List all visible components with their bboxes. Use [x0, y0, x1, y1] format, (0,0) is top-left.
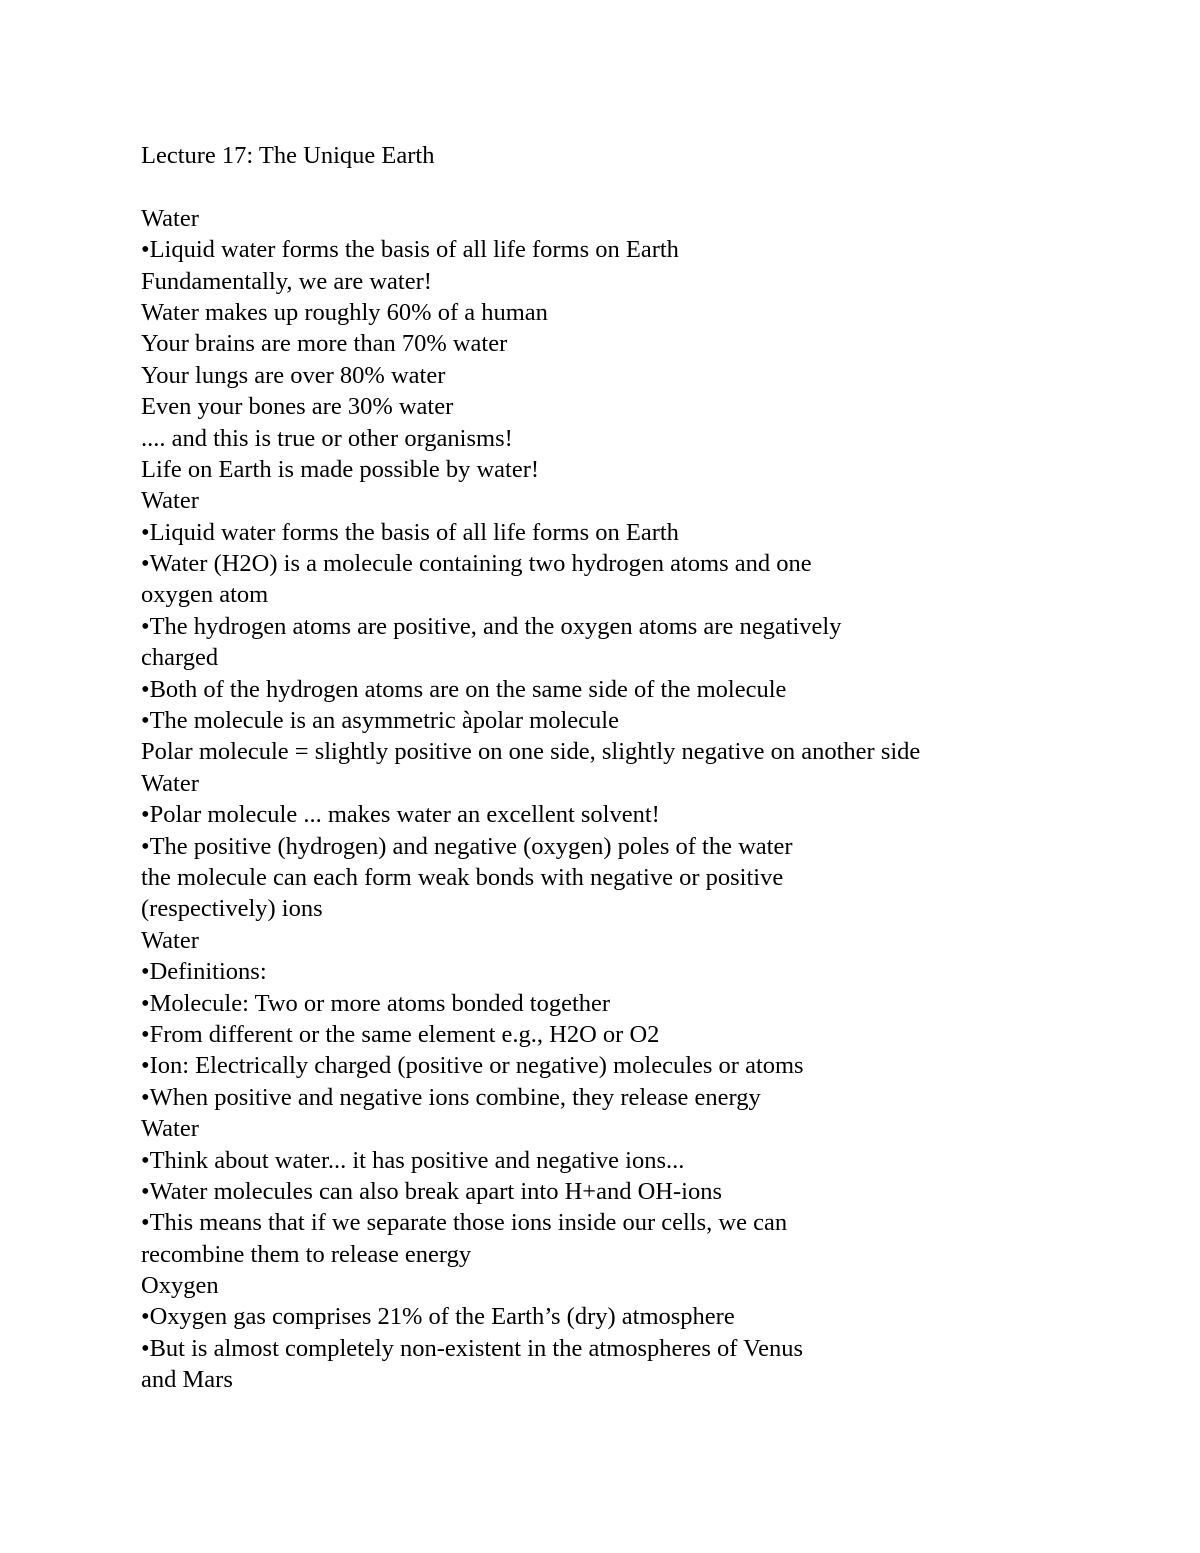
text-line: •The hydrogen atoms are positive, and the oxygen atoms are negatively: [141, 612, 842, 640]
text-line: •Think about water... it has positive and negative ions...: [141, 1146, 685, 1174]
blank-line: [141, 171, 1181, 202]
text-line: the molecule can each form weak bonds with negative or positive: [141, 863, 784, 891]
text-line: Water: [141, 926, 199, 954]
text-line: and Mars: [141, 1366, 233, 1394]
text-line: •But is almost completely non-existent in the atmospheres of Venus: [141, 1334, 804, 1362]
text-line: Water: [141, 487, 199, 515]
text-line: •Molecule: Two or more atoms bonded together: [141, 989, 611, 1017]
text-line: •From different or the same element e.g., H2O or O2: [141, 1020, 660, 1048]
text-line: •The molecule is an asymmetric àpolar molecule: [141, 707, 619, 735]
text-line: •Water molecules can also break apart into H+and OH-ions: [141, 1177, 723, 1205]
text-line: oxygen atom: [141, 581, 269, 609]
document-title: Lecture 17: The Unique Earth: [141, 142, 435, 169]
text-line: Life on Earth is made possible by water!: [141, 455, 540, 483]
text-line: Even your bones are 30% water: [141, 393, 454, 421]
text-line: •When positive and negative ions combine, they release energy: [141, 1083, 761, 1111]
text-line: •Polar molecule ... makes water an excellent solvent!: [141, 801, 660, 829]
text-line: •This means that if we separate those ions inside our cells, we can: [141, 1209, 788, 1237]
text-line: Your brains are more than 70% water: [141, 330, 508, 358]
text-line: recombine them to release energy: [141, 1240, 472, 1268]
text-line: Water: [141, 769, 199, 797]
text-line: Water makes up roughly 60% of a human: [141, 298, 548, 326]
text-line: Your lungs are over 80% water: [141, 361, 446, 389]
text-line: Oxygen: [141, 1272, 219, 1300]
text-line: •Oxygen gas comprises 21% of the Earth’s (dry) atmosphere: [141, 1303, 735, 1331]
text-line: •Liquid water forms the basis of all life forms on Earth: [141, 236, 679, 264]
text-line: •Definitions:: [141, 958, 267, 986]
text-line: (respectively) ions: [141, 895, 323, 923]
text-line: •Ion: Electrically charged (positive or negative) molecules or atoms: [141, 1052, 804, 1080]
text-line: •Liquid water forms the basis of all life forms on Earth: [141, 518, 679, 546]
text-line: Fundamentally, we are water!: [141, 267, 432, 295]
text-line: charged: [141, 644, 219, 672]
text-line: •Both of the hydrogen atoms are on the same side of the molecule: [141, 675, 787, 703]
text-line: Water: [141, 1115, 199, 1143]
text-line: •Water (H2O) is a molecule containing two hydrogen atoms and one: [141, 550, 812, 578]
text-line: •The positive (hydrogen) and negative (oxygen) poles of the water: [141, 832, 793, 860]
text-line: .... and this is true or other organisms!: [141, 424, 513, 452]
document-lines: [141, 171, 1181, 1395]
text-line: Water: [141, 204, 199, 232]
text-line: Polar molecule = slightly positive on one side, slightly negative on another side: [141, 738, 921, 766]
document-body: [141, 140, 1181, 1396]
